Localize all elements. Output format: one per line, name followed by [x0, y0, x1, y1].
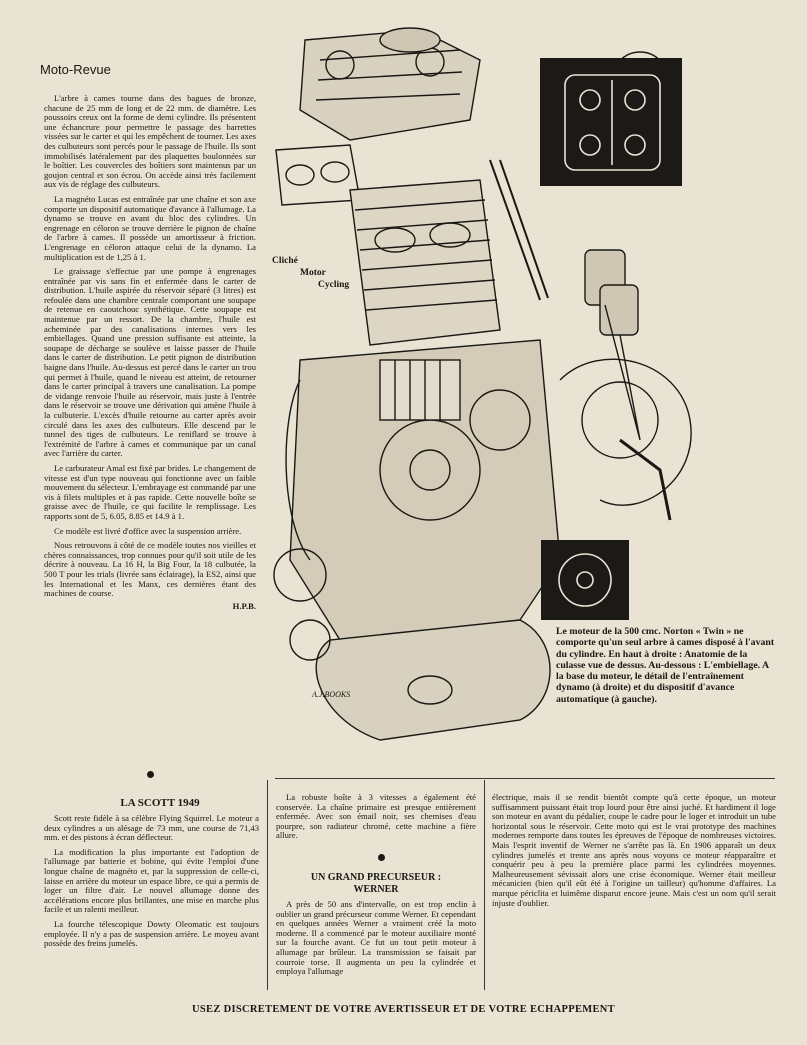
- paragraph: Le carburateur Amal est fixé par brides. Le changement de vitesse est d'un type nouveau qui fonctionne avec un faible mouvement du sélecteur. L'embrayage est commandé par une vis à filets multiples et à pas rapide. Cette nouvelle boîte se graisse avec de l'huile, ce qui facilite le remplissage. Les rapports sont de 5, 6.05, 8.85 et 14.9 à 1.: [44, 462, 256, 521]
- paragraph: La robuste boîte à 3 vitesses a également été conservée. La chaîne primaire est presque entièrement enfermée. Avec son émail noir, ses chemises d'eau pourpre, son radiateur chromé, cette machine a fière allure.: [276, 792, 476, 841]
- column-divider: [484, 780, 485, 990]
- paragraph: A près de 50 ans d'intervalle, on est trop enclin à oublier un grand précurseur comme Werner. Et cependant en quelques années Werner a vraiment créé la moto moderne. Il a commencé par le moteur auxiliaire monté sur la fourche avant. Ce fut un tout petit moteur à allumage par brûleur. La transmission se faisait par courroie torse. Il augmenta un peu la cylindrée et employa l'allumage: [276, 899, 476, 977]
- paragraph: La modification la plus importante est l'adoption de l'allumage par batterie et bobine, qui évite l'emploi d'une longue chaîne de magnéto et, par la suppression de celle-ci, laisse en arrière du moteur un espace libre, ce qui a permis de loger un filtre d'air. Le nouvel allumage donne des accélérations encore plus brillantes, une mise en marche plus facile et un ralenti meilleur.: [44, 846, 259, 915]
- magazine-header: Moto-Revue: [40, 62, 111, 77]
- column-divider: [267, 780, 268, 990]
- werner-column: [276, 900, 476, 982]
- figure-caption: Le moteur de la 500 cmc. Norton « Twin » ne comporte qu'un seul arbre à cames disposé à l'avant du cylindre. En haut à droite : Anatomie de la culasse vue de dessus. Au-dessous : L'embiellage. A la base du moteur, le détail de l'entraînement dynamo (à droite) et du dispositif d'avance automatique (à gauche).: [556, 626, 775, 705]
- werner-heading: UN GRAND PRECURSEUR : WERNER: [310, 872, 442, 895]
- paragraph: Le graissage s'effectue par une pompe à engrenages entraînée par vis sans fin et enfermée dans le carter de distribution. L'huile aspirée du réservoir séparé (3 litres) est refoulée dans une chambre centrale comportant une soupape de retenue en caoutchouc synthétique. Cette soupape est maintenue par un ressort. De la chambre, l'huile est acheminée par des canalisations internes vers les embiellages. Quand une pression suffisante est atteinte, la soupape de décharge se soulève et laisse passer de l'huile dans le carter de distribution. Le petit pignon de distribution baigne dans l'huile. Au-dessus est percé dans le carter un trou qui permet à l'huile, quand le niveau est atteint, de retourner dans le carter principal à travers une canalisation. La pompe de vidange renvoie l'huile au réservoir, mais juste à l'entrée dans le réservoir se trouve une dérivation qui amène l'huile à la culbuterie. L'excès d'huile retourne au carter après avoir circulé dans les axes des culbuteurs. Elle descend par le tunnel des tiges de culbuteurs. Le reniflard se trouve à l'extrémité de l'arbre à cames et communique par un canal avec l'arrière du carter.: [44, 266, 256, 459]
- scott-heading: LA SCOTT 1949: [120, 797, 200, 809]
- photo-credit: Cliché Motor Cycling: [272, 256, 350, 290]
- paragraph: Scott reste fidèle à sa célèbre Flying Squirrel. Le moteur a deux cylindres a un alésage de 73 mm, une course de 71,43 mm. et des pistons à écran déflecteur.: [44, 813, 259, 843]
- paragraph: La magnéto Lucas est entraînée par une chaîne et son axe comporte un dispositif automatique d'avance à l'allumage. La dynamo se trouve en avant du bloc des cylindres. Un engrenage en céloron se trouve derrière le pignon de chaîne de l'arbre à cames. Il possède un amortisseur à friction. L'engrenage en céloron attaque celui de la dynamo. La multiplication est de 1,25 à 1.: [44, 193, 256, 262]
- footer-slogan: USEZ DISCRETEMENT DE VOTRE AVERTISSEUR ET DE VOTRE ECHAPPEMENT: [192, 1004, 615, 1015]
- artist-signature: A.J.BOOKS: [312, 690, 351, 699]
- paragraph: Ce modèle est livré d'office avec la suspension arrière.: [54, 525, 242, 536]
- paragraph: électrique, mais il se rendit bientôt compte qu'à cette époque, un moteur suffisamment puissant était trop lourd pour être ainsi juché. Et hardiment il loge son moteur en avant du pédalier, coupe le cadre pour le loger et introduit un tube horizontal sous le réservoir. Cette moto qui est le vrai prototype des machines modernes remporte dans toutes les épreuves de l'époque de nombreuses victoires. Mais l'esprit inventif de Werner ne s'arrête pas là. En 1906 apparaît un deux cylindres jumelés et trente ans après nous voyons ce moteur réapparaître et conquérir peu à peu la première place parmi les cylindrées moyennes. Malheureusement sévissait alors une crise économique. Werner était meilleur mécanicien (bien qu'il eût été à l'origine un tailleur) qu'homme d'affaires. La marque périclita et luimême disparut encore jeune. Mais c'est un nom qu'il serait injuste d'oublier.: [492, 792, 776, 908]
- left-column: [44, 94, 256, 611]
- paragraph: Nous retrouvons à côté de ce modèle toutes nos vieilles et chères connaissances, trop connues pour qu'il soit utile de les décrire à nouveau. La 16 H, la Big Four, la 18 culbutée, la 500 T pour les trials (livrée sans éclairage), la ES2, ainsi que les International et les Manx, ces dernières étant des machines de course.: [44, 540, 256, 599]
- middle-column: [276, 793, 476, 846]
- horizontal-divider: [275, 778, 775, 779]
- right-column: [492, 793, 776, 913]
- paragraph: L'arbre à cames tourne dans des bagues de bronze, chacune de 25 mm de long et de 22 mm. de diamètre. Les poussoirs creux ont la forme de demi cylindre. Ils présentent une échancrure pour permettre le passage des barrettes vissées sur le carter et qui les empêchent de tourner. Les axes des culbuteurs sont percés pour le passage de l'huile. Ils sont immobilisés latéralement par des plaquettes boulonnées sur le boîtier. Les couvercles des boîtiers sont maintenus par un goujon central et son écrou. On accède ainsi très facilement aux vis de réglage des culbuteurs.: [44, 93, 256, 190]
- section-bullet: [147, 771, 154, 778]
- scott-column: [44, 814, 259, 954]
- paragraph: La fourche télescopique Dowty Oleomatic est toujours employée. Il n'y a pas de suspension arrière. Le moyeu avant possède des freins jumelés.: [44, 918, 259, 949]
- section-bullet: [378, 854, 385, 861]
- author-signature: H.P.B.: [232, 600, 256, 611]
